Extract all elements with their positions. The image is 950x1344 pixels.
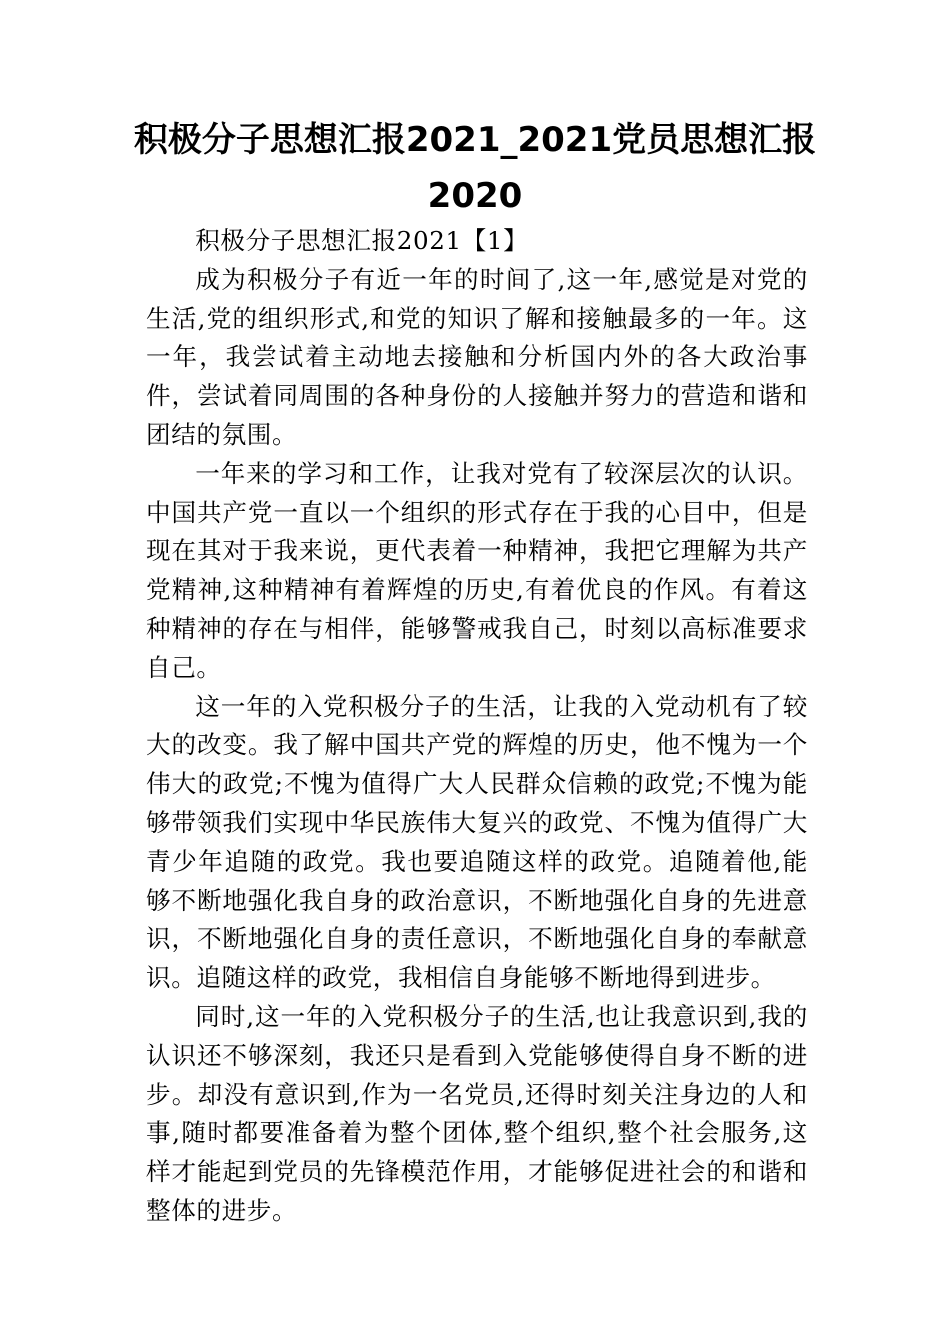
document-body bbox=[146, 222, 808, 1231]
paragraph-3: 这一年的入党积极分子的生活，让我的入党动机有了较大的改变。我了解中国共产党的辉煌的历史，他不愧为一个伟大的政党;不愧为值得广大人民群众信赖的政党;不愧为能够带领我们实现中华民族伟大复兴的政党、不愧为值得广大青少年追随的政党。我也要追随这样的政党。追随着他,能够不断地强化我自身的政治意识，不断地强化自身的先进意识，不断地强化自身的责任意识，不断地强化自身的奉献意识。追随这样的政党，我相信自身能够不断地得到进步。 bbox=[146, 691, 808, 993]
document-title: 积极分子思想汇报2021_2021党员思想汇报2020 bbox=[133, 120, 817, 216]
paragraph-1: 成为积极分子有近一年的时间了,这一年,感觉是对党的生活,党的组织形式,和党的知识了解和接触最多的一年。这一年，我尝试着主动地去接触和分析国内外的各大政治事件，尝试着同周围的各种身份的人接触并努力的营造和谐和团结的氛围。 bbox=[146, 264, 808, 449]
paragraph-4: 同时,这一年的入党积极分子的生活,也让我意识到,我的认识还不够深刻，我还只是看到入党能够使得自身不断的进步。却没有意识到,作为一名党员,还得时刻关注身边的人和事,随时都要准备着为整个团体,整个组织,整个社会服务,这样才能起到党员的先锋模范作用，才能够促进社会的和谐和整体的进步。 bbox=[146, 1001, 808, 1225]
paragraph-2: 一年来的学习和工作，让我对党有了较深层次的认识。中国共产党一直以一个组织的形式存在于我的心目中，但是现在其对于我来说，更代表着一种精神，我把它理解为共产党精神,这种精神有着辉煌的历史,有着优良的作风。有着这种精神的存在与相伴，能够警戒我自己，时刻以高标准要求自己。 bbox=[146, 458, 808, 682]
subtitle-line: 积极分子思想汇报2021【1】 bbox=[195, 226, 529, 255]
